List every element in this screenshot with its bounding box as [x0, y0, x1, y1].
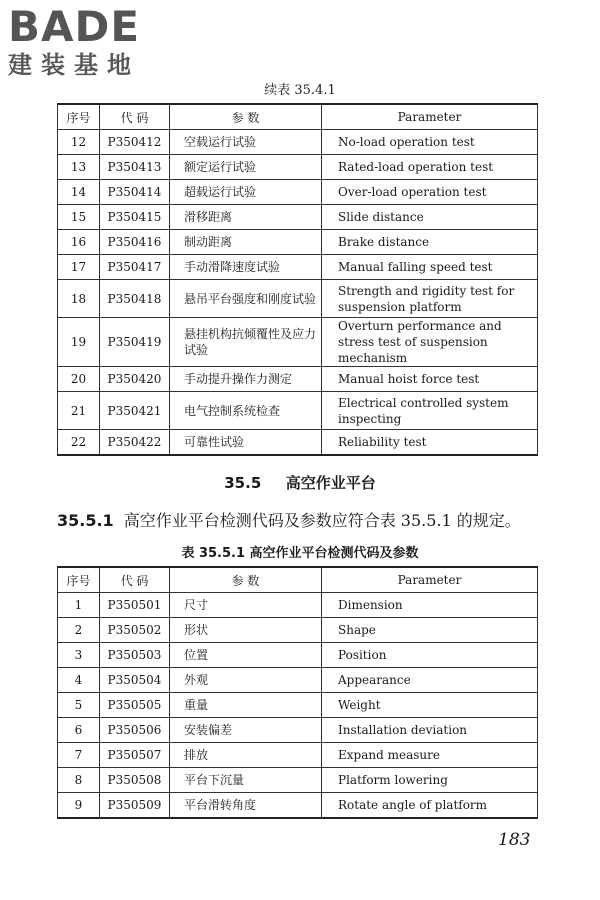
table-row — [58, 643, 538, 668]
cell-no: 5 — [58, 693, 100, 718]
cell-code: P350413 — [100, 155, 170, 180]
cell-no: 17 — [58, 255, 100, 280]
table-row — [58, 367, 538, 392]
table-new — [57, 566, 538, 819]
cell-param: 空载运行试验 — [170, 130, 322, 155]
table-row — [58, 318, 538, 367]
section-title: 高空作业平台 — [285, 474, 376, 492]
cell-no: 4 — [58, 668, 100, 693]
cell-param: 制动距离 — [170, 230, 322, 255]
cell-param: 平台滑转角度 — [170, 793, 322, 818]
section-number: 35.5 — [224, 474, 262, 492]
cell-param-en: Brake distance — [322, 230, 538, 255]
cell-param-en: Expand measure — [322, 743, 538, 768]
cell-no: 9 — [58, 793, 100, 818]
cell-param: 电气控制系统检查 — [170, 392, 322, 430]
cell-code: P350502 — [100, 618, 170, 643]
cell-param-en: Rated-load operation test — [322, 155, 538, 180]
cell-param-en: Slide distance — [322, 205, 538, 230]
cell-param-en: Weight — [322, 693, 538, 718]
cell-param: 可靠性试验 — [170, 430, 322, 455]
cell-param: 尺寸 — [170, 593, 322, 618]
header-param: 参 数 — [170, 104, 322, 130]
cell-code: P350421 — [100, 392, 170, 430]
cell-no: 20 — [58, 367, 100, 392]
cell-code: P350414 — [100, 180, 170, 205]
cell-code: P350415 — [100, 205, 170, 230]
cell-no: 18 — [58, 280, 100, 318]
cell-code: P350501 — [100, 593, 170, 618]
header-code: 代 码 — [100, 104, 170, 130]
cell-code: P350504 — [100, 668, 170, 693]
logo-chinese: 建装基地 — [8, 51, 140, 79]
cell-code: P350508 — [100, 768, 170, 793]
header-no: 序号 — [58, 104, 100, 130]
cell-code: P350417 — [100, 255, 170, 280]
table-continued — [57, 103, 538, 456]
table-row — [58, 180, 538, 205]
cell-param: 外观 — [170, 668, 322, 693]
cell-param: 位置 — [170, 643, 322, 668]
table-row — [58, 618, 538, 643]
header-code: 代 码 — [100, 567, 170, 593]
cell-param-en: Electrical controlled system inspecting — [322, 392, 538, 430]
cell-no: 14 — [58, 180, 100, 205]
cell-code: P350503 — [100, 643, 170, 668]
section-heading — [0, 472, 600, 493]
header-param: 参 数 — [170, 567, 322, 593]
cell-code: P350507 — [100, 743, 170, 768]
cell-code: P350419 — [100, 318, 170, 367]
header-param-en: Parameter — [322, 104, 538, 130]
cell-param: 手动滑降速度试验 — [170, 255, 322, 280]
cell-param: 排放 — [170, 743, 322, 768]
cell-no: 19 — [58, 318, 100, 367]
cell-param-en: No-load operation test — [322, 130, 538, 155]
cell-no: 16 — [58, 230, 100, 255]
cell-param: 超载运行试验 — [170, 180, 322, 205]
cell-code: P350422 — [100, 430, 170, 455]
table-row — [58, 155, 538, 180]
cell-param: 平台下沉量 — [170, 768, 322, 793]
cell-code: P350416 — [100, 230, 170, 255]
cell-param: 悬挂机构抗倾覆性及应力试验 — [170, 318, 322, 367]
cell-no: 22 — [58, 430, 100, 455]
cell-param: 安装偏差 — [170, 718, 322, 743]
table-new-caption: 表 35.5.1 高空作业平台检测代码及参数 — [181, 546, 419, 561]
cell-no: 3 — [58, 643, 100, 668]
logo-wordmark: BADE — [8, 2, 141, 51]
cell-param-en: Manual falling speed test — [322, 255, 538, 280]
cell-code: P350506 — [100, 718, 170, 743]
cell-param-en: Manual hoist force test — [322, 367, 538, 392]
cell-param-en: Installation deviation — [322, 718, 538, 743]
table-row — [58, 430, 538, 455]
table-row — [58, 693, 538, 718]
cell-no: 12 — [58, 130, 100, 155]
cell-param-en: Rotate angle of platform — [322, 793, 538, 818]
cell-param: 额定运行试验 — [170, 155, 322, 180]
cell-param: 滑移距离 — [170, 205, 322, 230]
logo — [8, 2, 178, 86]
cell-param: 手动提升操作力测定 — [170, 367, 322, 392]
header-param-en: Parameter — [322, 567, 538, 593]
cell-param: 重量 — [170, 693, 322, 718]
cell-param-en: Platform lowering — [322, 768, 538, 793]
table-row — [58, 593, 538, 618]
cell-param-en: Shape — [322, 618, 538, 643]
table-row — [58, 255, 538, 280]
table-row — [58, 718, 538, 743]
cell-param-en: Appearance — [322, 668, 538, 693]
cell-param-en: Over-load operation test — [322, 180, 538, 205]
cell-no: 2 — [58, 618, 100, 643]
clause-number: 35.5.1 — [57, 511, 114, 530]
cell-code: P350505 — [100, 693, 170, 718]
table-continued-caption: 续表 35.4.1 — [264, 83, 336, 98]
cell-no: 7 — [58, 743, 100, 768]
table-header-row — [58, 104, 538, 130]
cell-param-en: Overturn performance and stress test of suspension mechanism — [322, 318, 538, 367]
cell-code: P350412 — [100, 130, 170, 155]
cell-no: 13 — [58, 155, 100, 180]
clause-text: 高空作业平台检测代码及参数应符合表 35.5.1 的规定。 — [123, 511, 521, 530]
cell-no: 21 — [58, 392, 100, 430]
cell-param-en: Position — [322, 643, 538, 668]
cell-param: 悬吊平台强度和刚度试验 — [170, 280, 322, 318]
clause-paragraph — [57, 508, 521, 531]
table-header-row — [58, 567, 538, 593]
table-row — [58, 230, 538, 255]
cell-code: P350418 — [100, 280, 170, 318]
cell-param-en: Dimension — [322, 593, 538, 618]
table-row — [58, 392, 538, 430]
cell-no: 1 — [58, 593, 100, 618]
cell-no: 15 — [58, 205, 100, 230]
header-no: 序号 — [58, 567, 100, 593]
table-row — [58, 668, 538, 693]
cell-param-en: Reliability test — [322, 430, 538, 455]
table-row — [58, 793, 538, 818]
table-row — [58, 743, 538, 768]
table-row — [58, 280, 538, 318]
page-number: 183 — [498, 830, 531, 850]
cell-code: P350509 — [100, 793, 170, 818]
table-row — [58, 768, 538, 793]
cell-no: 8 — [58, 768, 100, 793]
table-row — [58, 205, 538, 230]
cell-code: P350420 — [100, 367, 170, 392]
cell-no: 6 — [58, 718, 100, 743]
cell-param: 形状 — [170, 618, 322, 643]
cell-param-en: Strength and rigidity test for suspension platform — [322, 280, 538, 318]
table-row — [58, 130, 538, 155]
